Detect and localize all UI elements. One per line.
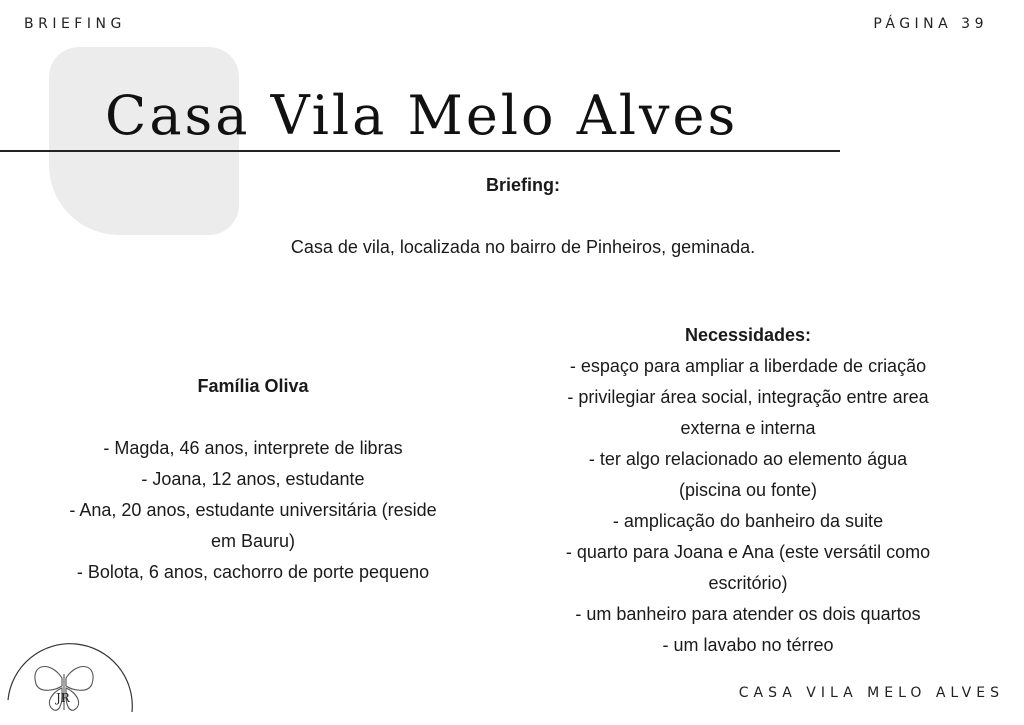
family-member-line: - Magda, 46 anos, interprete de libras — [103, 438, 403, 458]
family-member-line: - Ana, 20 anos, estudante universitária (reside — [69, 500, 437, 520]
family-member-line: - Bolota, 6 anos, cachorro de porte pequeno — [76, 562, 430, 582]
header-section-label: BRIEFING — [24, 16, 126, 32]
logo — [0, 640, 140, 725]
needs-line: - privilegiar área social, integração entre area — [567, 387, 929, 407]
needs-line: - ter algo relacionado ao elemento água — [588, 449, 908, 469]
needs-heading: Necessidades: — [684, 325, 812, 345]
needs-line: (piscina ou fonte) — [678, 480, 818, 500]
title-divider — [0, 150, 840, 152]
logo-initials: JR — [56, 691, 70, 705]
needs-section — [530, 320, 966, 661]
needs-line: - um banheiro para atender os dois quartos — [575, 604, 921, 624]
family-heading: Família Oliva — [197, 376, 309, 396]
family-member-line: em Bauru) — [210, 531, 296, 551]
page-number: PÁGINA 39 — [873, 16, 988, 32]
page-title: Casa Vila Melo Alves — [105, 84, 739, 147]
needs-line: - espaço para ampliar a liberdade de criação — [569, 356, 927, 376]
footer-title: CASA VILA MELO ALVES — [738, 685, 1004, 701]
briefing-description: Casa de vila, localizada no bairro de Pinheiros, geminada. — [290, 237, 756, 257]
family-member-line: - Joana, 12 anos, estudante — [141, 469, 365, 489]
needs-line: - amplicação do banheiro da suite — [612, 511, 884, 531]
family-section — [36, 371, 470, 588]
needs-line: - um lavabo no térreo — [662, 635, 834, 655]
needs-line: externa e interna — [680, 418, 816, 438]
needs-line: escritório) — [708, 573, 788, 593]
briefing-label: Briefing: — [486, 175, 560, 195]
needs-line: - quarto para Joana e Ana (este versátil como — [565, 542, 931, 562]
spacer — [36, 402, 470, 433]
